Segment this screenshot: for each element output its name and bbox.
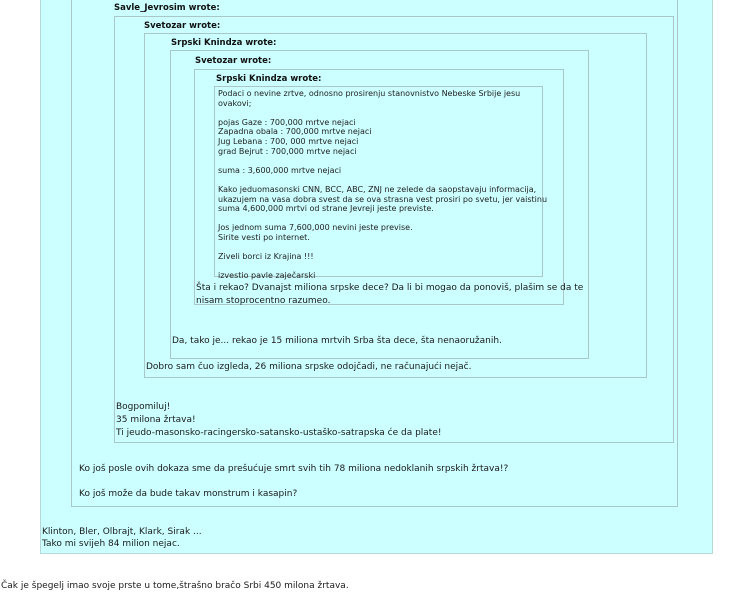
innermost-line: ukazujem na vasa dobra svest da se ova strasna vest prosiri po svetu, jer vaistinu: [218, 194, 548, 204]
quote-reply-2: Bogpomiluj!: [116, 402, 171, 412]
quote-innermost: [214, 86, 548, 281]
innermost-line: pojas Gaze : 700,000 mrtve nejaci: [218, 117, 356, 127]
innermost-line: Kako jeduomasonski CNN, BCC, ABC, ZNJ ne zelede da saopstavaju informacija,: [218, 185, 537, 194]
quote-reply-5: Šta i rekao? Dvanajst miliona srpske dece? Da li bi mogao da ponoviš, plašim se da te: [196, 283, 584, 293]
quote-level-1: [71, 0, 678, 507]
innermost-line: Sirite vesti po internet.: [218, 233, 310, 242]
innermost-line: Jos jednom suma 7,600,000 nevini jeste previse.: [218, 223, 413, 233]
innermost-line: grad Bejrut : 700,000 mrtve nejaci: [218, 146, 357, 156]
quote-outer: [40, 0, 713, 554]
innermost-line: Ziveli borci iz Krajina !!!: [218, 252, 314, 262]
innermost-line: Podaci o nevine zrtve, odnosno prosirenju stanovnistvo Nebeske Srbije jesu: [218, 89, 521, 98]
quote-reply-5: nisam stoprocentno razumeo.: [196, 296, 331, 306]
quote-reply-1: Ko još može da bude takav monstrum i kasapin?: [79, 489, 298, 499]
quote-outer-text: Tako mi svijeh 84 milion nejac.: [42, 539, 180, 549]
innermost-line: suma : 3,600,000 mrtve nejaci: [218, 165, 342, 175]
quote-reply-2: Ti jeudo-masonsko-racingersko-satansko-ustaško-satrapska će da plate!: [116, 428, 442, 438]
post-text: Čak je špegelj imao svoje prste u tome,štrašno bračo Srbi 450 milona žrtava.: [1, 581, 349, 591]
quote-level-2: [114, 16, 674, 443]
innermost-line: Zapadna obala : 700,000 mrtve nejaci: [218, 127, 372, 137]
quote-author-1: Savle_Jevrosim wrote:: [114, 3, 220, 13]
quote-level-3: [144, 33, 647, 378]
quote-reply-1: Ko još posle ovih dokaza sme da prešućuje smrt svih tih 78 miliona nedoklanih srpskih žrtava!?: [79, 464, 509, 474]
innermost-line: Jug Lebana : 700, 000 mrtve nejaci: [218, 137, 359, 146]
quote-reply-4: Da, tako je... rekao je 15 miliona mrtvih Srba šta dece, šta nenaoružanih.: [172, 336, 502, 346]
innermost-line: suma 4,600,000 mrtvi od strane Jevreji jeste previste.: [218, 204, 434, 214]
quote-author-5: Srpski Knindza wrote:: [216, 74, 322, 84]
quote-level-5: [194, 69, 584, 306]
quote-reply-2: 35 milona žrtava!: [116, 415, 196, 425]
quote-level-4: [170, 50, 589, 359]
quote-outer-text: Klinton, Bler, Olbrajt, Klark, Sirak ...: [42, 527, 202, 537]
quote-author-2: Svetozar wrote:: [144, 21, 221, 31]
quote-reply-3: Dobro sam čuo izgleda, 26 miliona srpske odojčadi, ne računajući nejač.: [146, 362, 472, 372]
innermost-line: ovakovi;: [218, 98, 252, 108]
quote-author-3: Srpski Knindza wrote:: [171, 38, 277, 48]
quote-author-4: Svetozar wrote:: [195, 56, 272, 66]
innermost-line: izvestio pavle zaječarski: [218, 271, 316, 281]
